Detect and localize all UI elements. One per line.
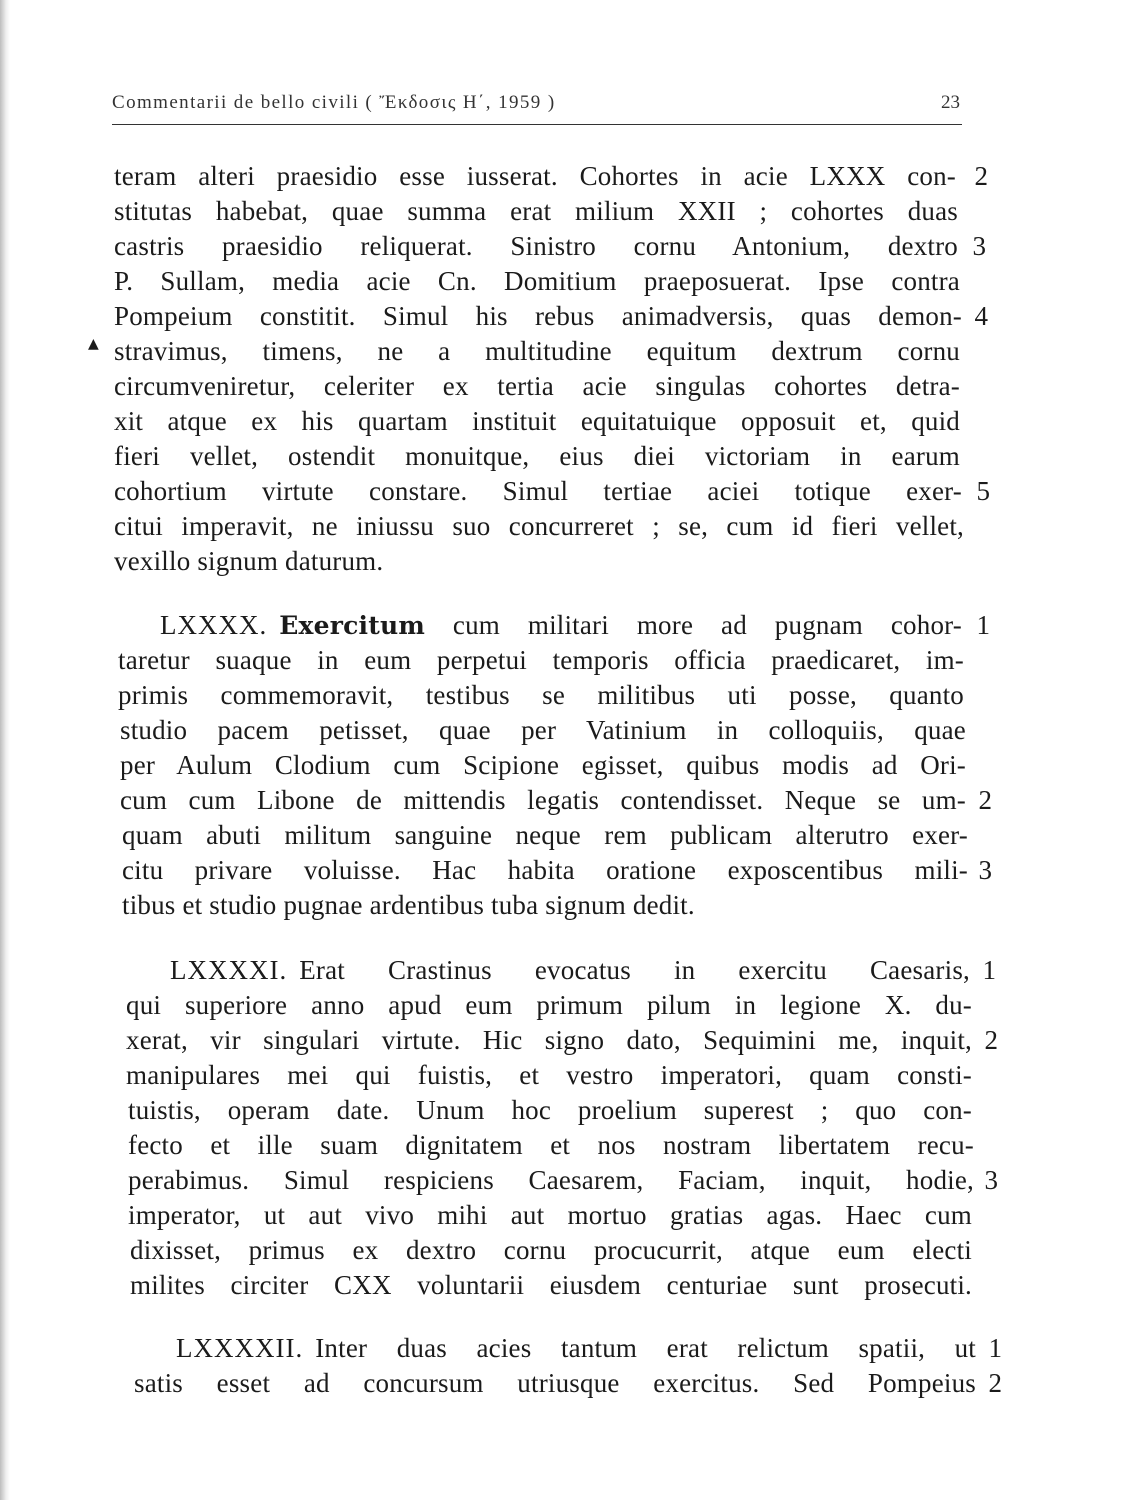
section-number: LXXXXII. [176,1333,304,1363]
text-line: teram alteri praesidio esse iusserat. Cohortes in acie LXXX con- [114,161,956,191]
running-title: Commentarii de bello civili ( Ἔκδοσις Η΄, 1959 ) [112,92,556,113]
text-line: cum cum Libone de mittendis legatis contendisset. Neque se um- [120,785,966,815]
margin-number: 2 [984,1025,998,1055]
text-line: stitutas habebat, quae summa erat milium XXII ; cohortes duas [114,196,958,226]
text-line: fieri vellet, ostendit monuitque, eius diei victoriam in earum [114,441,960,471]
text-line: qui superiore anno apud eum primum pilum in legione X. du- [126,990,972,1020]
text-line: P. Sullam, media acie Cn. Domitium praeposuerat. Ipse contra [114,266,960,296]
text-line: satis esset ad concursum utriusque exercitus. Sed Pompeius [134,1368,976,1398]
margin-number: 2 [988,1368,1002,1398]
text-line: citu privare voluisse. Hac habita oratione exposcentibus mili- [122,855,968,885]
text-line: perabimus. Simul respiciens Caesarem, Faciam, inquit, hodie, [128,1165,974,1195]
section-number: LXXXX. [160,610,268,640]
page-number: 23 [941,92,960,113]
text-line: circumveniretur, celeriter ex tertia acie singulas cohortes detra- [114,371,960,401]
text-line: vexillo signum daturum. [114,546,384,576]
page-edge-shadow [0,0,10,1500]
text-line: taretur suaque in eum perpetui temporis officia praedicaret, im- [118,645,964,675]
section-first-line [160,607,962,643]
margin-number: 1 [988,1333,1002,1363]
text-line: cohortium virtute constare. Simul tertiae aciei totique exer- [114,476,962,506]
text-line: xit atque ex his quartam instituit equitatuique opposuit et, quid [114,406,960,436]
text-line: tibus et studio pugnae ardentibus tuba signum dedit. [122,890,695,920]
text-line: fecto et ille suam dignitatem et nos nostram libertatem recu- [128,1130,974,1160]
text-line: quam abuti militum sanguine neque rem publicam alterutro exer- [122,820,968,850]
text-line: dixisset, primus ex dextro cornu procucurrit, atque eum electi [130,1235,972,1265]
margin-number: 2 [974,161,988,191]
text-line: manipulares mei qui fuistis, et vestro imperatori, quam consti- [126,1060,972,1090]
section-first-line [170,952,970,988]
text-line: stravimus, timens, ne a multitudine equitum dextrum cornu [114,336,960,366]
running-header [112,90,962,125]
text-line: xerat, vir singulari virtute. Hic signo dato, Sequimini me, inquit, [126,1025,972,1055]
text-segment: Inter duas acies tantum erat relictum spatii, ut [315,1333,976,1363]
text-segment: cum militari more ad pugnam cohor- [452,610,962,640]
text-line: studio pacem petisset, quae per Vatinium in colloquiis, quae [120,715,966,745]
margin-number: 3 [978,855,992,885]
margin-number: 1 [982,955,996,985]
text-line: Pompeium constitit. Simul his rebus animadversis, quas demon- [114,301,962,331]
section-first-line [176,1330,976,1366]
text-line: citui imperavit, ne iniussu suo concurreret ; se, cum id fieri vellet, [114,511,964,541]
text-line: tuistis, operam date. Unum hoc proelium superest ; quo con- [128,1095,972,1125]
margin-number: 3 [972,231,986,261]
margin-number: 1 [976,610,990,640]
margin-number: 4 [974,301,988,331]
text-line: castris praesidio reliquerat. Sinistro cornu Antonium, dextro [114,231,958,261]
text-line: imperator, ut aut vivo mihi aut mortuo gratias agas. Haec cum [128,1200,972,1230]
margin-number: 5 [976,476,990,506]
section-number: LXXXXI. [170,955,288,985]
text-line: milites circiter CXX voluntarii eiusdem centuriae sunt prosecuti. [130,1270,972,1300]
section-incipit: Exercitum [279,611,425,640]
text-line: per Aulum Clodium cum Scipione egisset, quibus modis ad Ori- [120,750,966,780]
text-segment: Erat Crastinus evocatus in exercitu Caesaris, [299,955,970,985]
text-line: primis commemoravit, testibus se militibus uti posse, quanto [118,680,964,710]
margin-mark: ▲ [88,336,99,352]
margin-number: 3 [984,1165,998,1195]
margin-number: 2 [978,785,992,815]
